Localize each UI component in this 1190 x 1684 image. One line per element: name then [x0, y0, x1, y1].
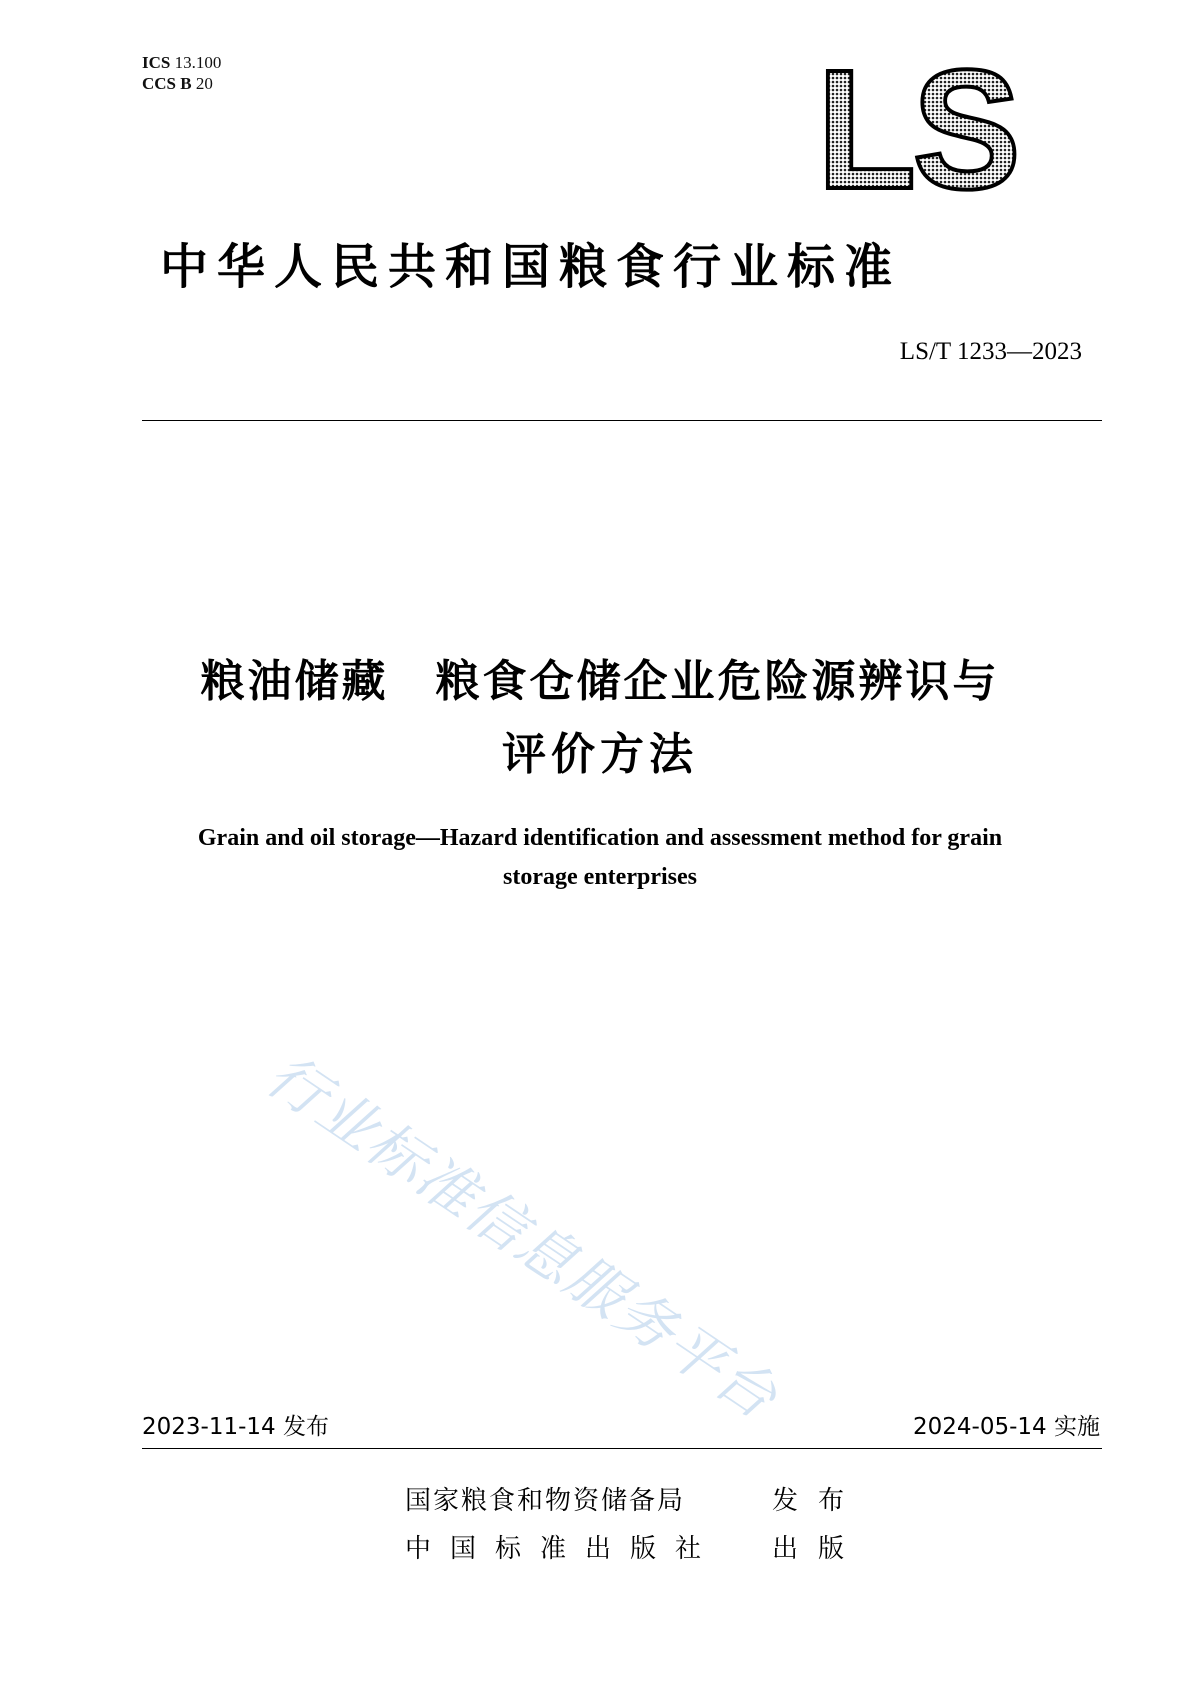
title-en-line2: storage enterprises [503, 864, 697, 890]
ccs-code: 20 [195, 74, 213, 93]
title-en-line1: Grain and oil storage—Hazard identification and assessment method for grain [197, 825, 1003, 851]
issue-date: 2023-11-14 发布 [142, 1414, 329, 1440]
header-divider [142, 420, 1102, 421]
press-name: 中国标准出版社 [405, 1534, 721, 1564]
ics-label: ICS [142, 53, 171, 72]
ls-logo [815, 60, 1020, 195]
standard-type: 中华人民共和国粮食行业标准 [160, 239, 902, 295]
classification-codes [142, 52, 221, 94]
implementation-date: 2024-05-14 实施 [913, 1414, 1100, 1440]
ics-row [142, 52, 221, 73]
footer-divider [142, 1448, 1102, 1449]
publisher-name: 国家粮食和物资储备局 [405, 1486, 686, 1516]
watermark: 行业标准信息服务平台 [254, 1040, 791, 1433]
press-role: 出版 [772, 1534, 865, 1564]
ccs-letter: B [180, 74, 192, 93]
standard-number: LS/T 1233—2023 [899, 338, 1082, 365]
logo-text: LS [817, 60, 1017, 195]
ics-code: 13.100 [174, 53, 222, 72]
publisher-role: 发布 [772, 1486, 865, 1516]
ccs-row [142, 73, 221, 94]
ccs-label: CCS [142, 74, 177, 93]
title-cn-line1: 粮油储藏 粮食仓储企业危险源辨识与 [200, 656, 1000, 707]
title-cn-line2: 评价方法 [502, 729, 698, 780]
